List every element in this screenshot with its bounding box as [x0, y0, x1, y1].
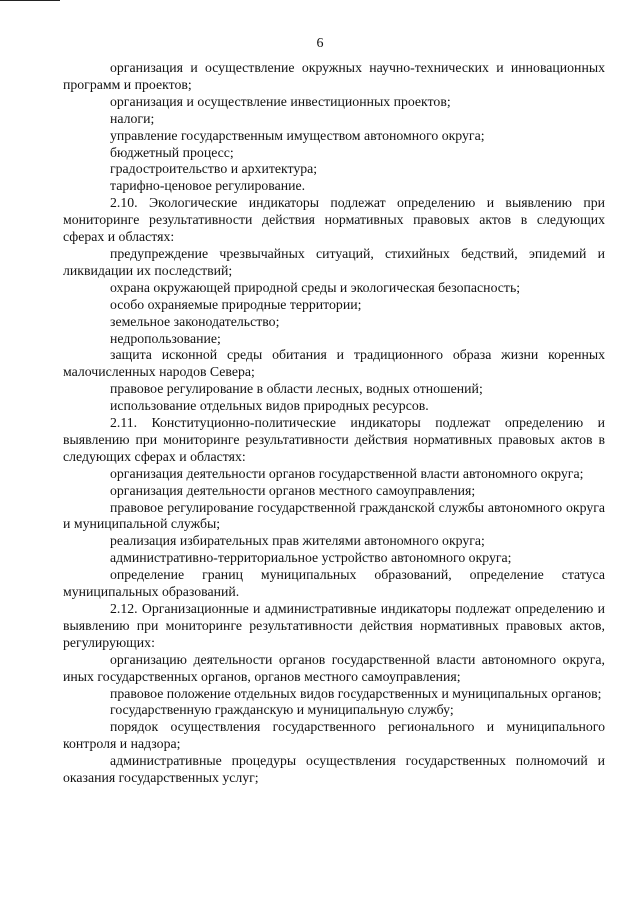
paragraph: недропользование; [110, 330, 221, 346]
paragraph: государственную гражданскую и муниципальную службу; [110, 702, 454, 718]
paragraph: тарифно-ценовое регулирование. [110, 178, 306, 194]
paragraph: бюджетный процесс; [110, 144, 234, 160]
paragraph: определение границ муниципальных образований, определение статуса муниципальных образований. [63, 567, 605, 600]
document-body [63, 60, 605, 787]
section-paragraph-2-11: 2.11. Конституционно-политические индикаторы подлежат определению и выявлению при мониторинге результативности действия нормативных правовых актов в следующих сферах и областях: [63, 415, 605, 464]
paragraph: управление государственным имуществом автономного округа; [110, 127, 485, 143]
section-paragraph-2-12: 2.12. Организационные и административные индикаторы подлежат определению и выявлению при мониторинге результативности действия нормативных правовых актов, регулирующих: [63, 601, 605, 650]
paragraph: организацию деятельности органов государственной власти автономного округа, иных государственных органов, органов местного самоуправления; [63, 651, 605, 684]
paragraph: налоги; [110, 110, 155, 126]
paragraph: защита исконной среды обитания и традиционного образа жизни коренных малочисленных народов Севера; [63, 347, 605, 380]
paragraph: административно-территориальное устройство автономного округа; [110, 550, 512, 566]
page-number: 6 [316, 36, 324, 51]
paragraph: организация деятельности органов местного самоуправления; [110, 482, 476, 498]
paragraph: правовое регулирование государственной гражданской службы автономного округа и муниципальной службы; [63, 499, 605, 532]
paragraph: земельное законодательство; [110, 313, 280, 329]
paragraph: административные процедуры осуществления государственных полномочий и оказания государственных услуг; [63, 753, 605, 786]
section-paragraph-2-10: 2.10. Экологические индикаторы подлежат определению и выявлению при мониторинге результативности действия нормативных правовых актов в следующих сферах и областях: [63, 195, 605, 245]
paragraph: особо охраняемые природные территории; [110, 296, 362, 312]
paragraph: правовое положение отдельных видов государственных и муниципальных органов; [110, 685, 602, 701]
paragraph: правовое регулирование в области лесных, водных отношений; [110, 381, 483, 397]
paragraph: порядок осуществления государственного регионального и муниципального контроля и надзора; [63, 719, 605, 752]
paragraph: градостроительство и архитектура; [110, 161, 318, 177]
paragraph: организация и осуществление окружных научно-технических и инновационных программ и проектов; [63, 60, 605, 92]
paragraph: организация и осуществление инвестиционных проектов; [110, 93, 451, 109]
paragraph: реализация избирательных прав жителями автономного округа; [110, 533, 485, 549]
header-rule [0, 0, 60, 1]
paragraph: охрана окружающей природной среды и экологическая безопасность; [110, 279, 521, 295]
paragraph: организация деятельности органов государственной власти автономного округа; [110, 465, 584, 481]
paragraph: использование отдельных видов природных ресурсов. [110, 398, 429, 414]
paragraph: предупреждение чрезвычайных ситуаций, стихийных бедствий, эпидемий и ликвидации их последствий; [63, 245, 605, 278]
